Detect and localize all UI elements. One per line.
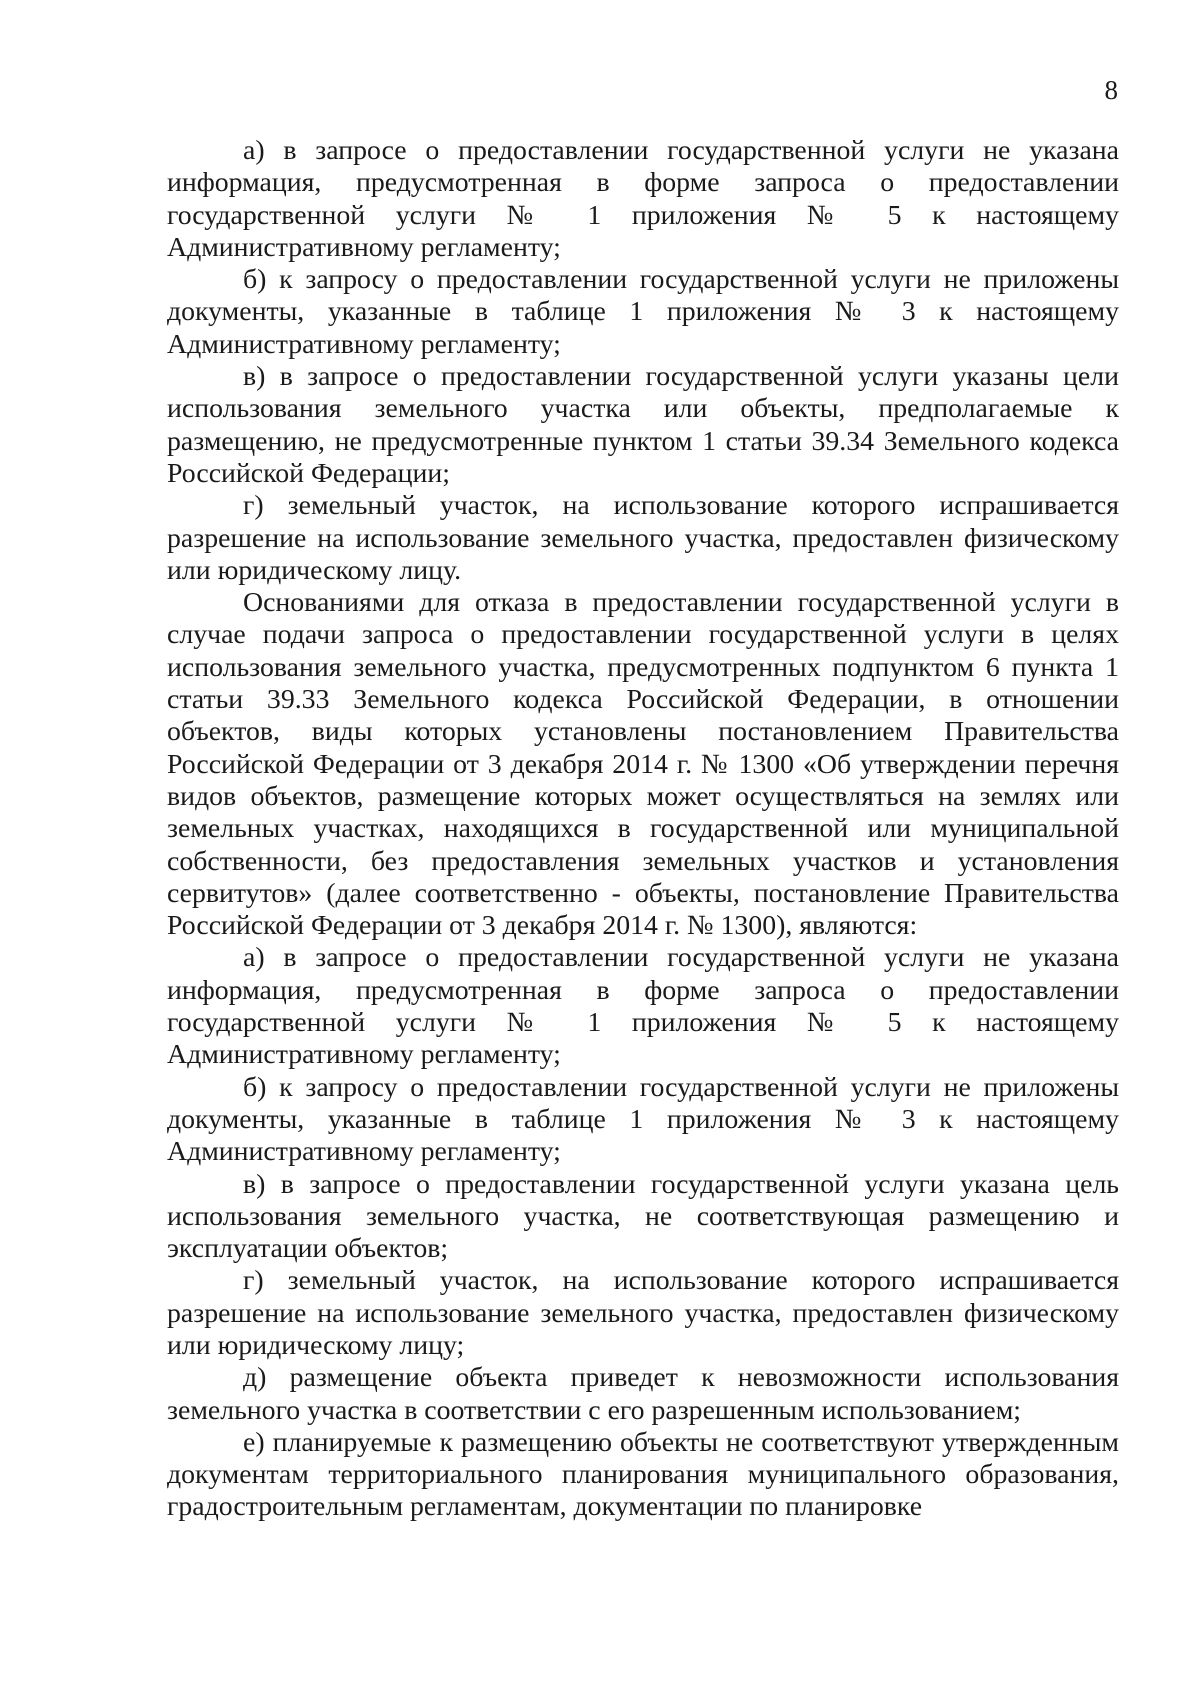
page-number: 8	[1104, 75, 1118, 105]
paragraph-grounds-for-refusal: Основаниями для отказа в предоставлении государственной услуги в случае подачи запроса о предоставлении государственной услуги в целях использования земельного участка, предусмотренных подпунктом 6 пункта 1 статьи 39.33 Земельного кодекса Российской Федерации, в отношении объектов, виды которых установлены постановлением Правительства Российской Федерации от 3 декабря 2014 г. № 1300 «Об утверждении перечня видов объектов, размещение которых может осуществляться на землях или земельных участках, находящихся в государственной или муниципальной собственности, без предоставления земельных участков и установления сервитутов» (далее соответственно - объекты, постановление Правительства Российской Федерации от 3 декабря 2014 г. № 1300), являются:	[167, 587, 1119, 942]
paragraph-d: д) размещение объекта приведет к невозможности использования земельного участка в соответствии с его разрешенным использованием;	[167, 1362, 1119, 1426]
paragraph-v-first: в) в запросе о предоставлении государственной услуги указаны цели использования земельного участка или объекты, предполагаемые к размещению, не предусмотренные пунктом 1 статьи 39.34 Земельного кодекса Российской Федерации;	[167, 361, 1119, 489]
paragraph-a-second: а) в запросе о предоставлении государственной услуги не указана информация, предусмотренная в форме запроса о предоставлении государственной услуги № 1 приложения № 5 к настоящему Административному регламенту;	[167, 942, 1119, 1071]
document-body	[167, 135, 1119, 1524]
paragraph-g-second: г) земельный участок, на использование которого испрашивается разрешение на использование земельного участка, предоставлен физическому или юридическому лицу;	[167, 1265, 1119, 1361]
paragraph-v-second: в) в запросе о предоставлении государственной услуги указана цель использования земельного участка, не соответствующая размещению и эксплуатации объектов;	[167, 1168, 1119, 1265]
paragraph-g-first: г) земельный участок, на использование которого испрашивается разрешение на использование земельного участка, предоставлен физическому или юридическому лицу.	[167, 490, 1119, 586]
paragraph-a-first: а) в запросе о предоставлении государственной услуги не указана информация, предусмотренная в форме запроса о предоставлении государственной услуги № 1 приложения № 5 к настоящему Административному регламенту;	[167, 135, 1119, 263]
paragraph-b-second: б) к запросу о предоставлении государственной услуги не приложены документы, указанные в таблице 1 приложения № 3 к настоящему Административному регламенту;	[167, 1071, 1119, 1168]
paragraph-b-first: б) к запросу о предоставлении государственной услуги не приложены документы, указанные в таблице 1 приложения № 3 к настоящему Административному регламенту;	[167, 264, 1119, 360]
paragraph-e: е) планируемые к размещению объекты не соответствуют утвержденным документам территориального планирования муниципального образования, градостроительным регламентам, документации по планировке	[167, 1426, 1119, 1523]
